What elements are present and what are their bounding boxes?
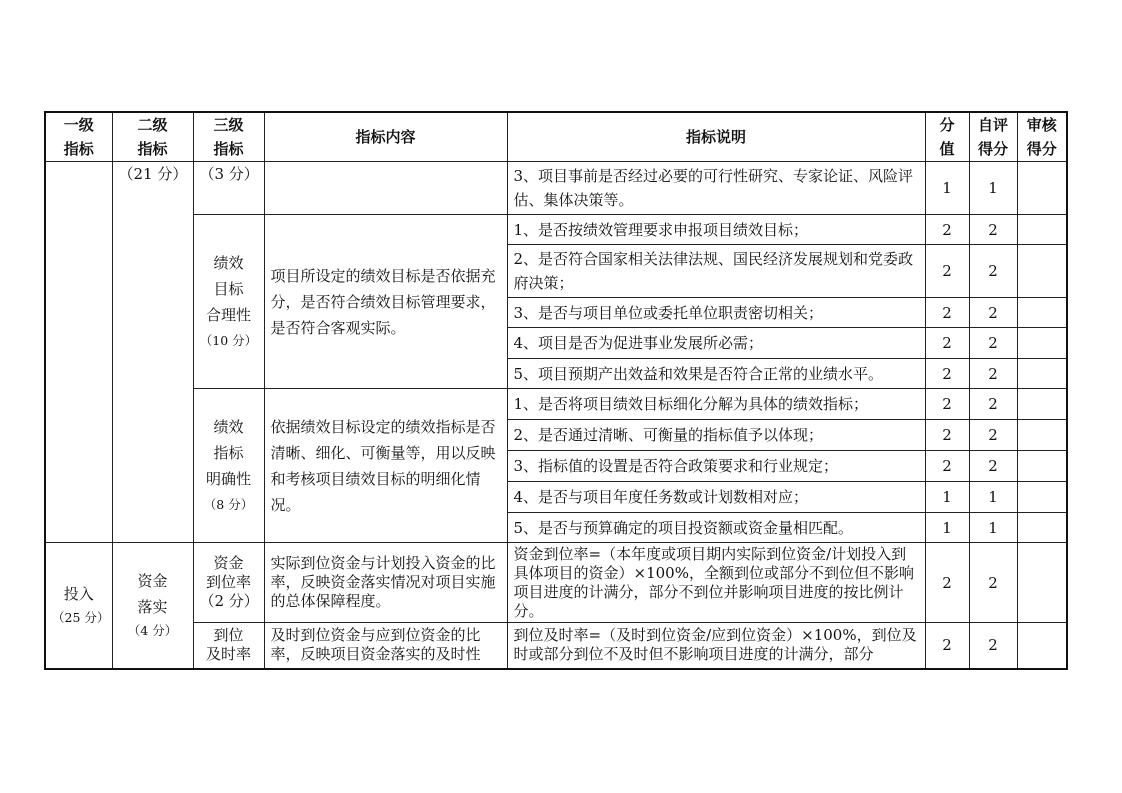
header-row <box>45 112 1067 162</box>
table-row <box>45 215 1067 245</box>
score-cell: 2 <box>925 359 969 389</box>
description-cell: 4、项目是否为促进事业发展所必需； <box>507 328 925 359</box>
review-score-cell <box>1017 298 1067 328</box>
header-review-score: 审核 得分 <box>1017 112 1067 162</box>
description-cell: 2、是否符合国家相关法律法规、国民经济发展规划和党委政府决策； <box>507 245 925 298</box>
description-cell: 5、项目预期产出效益和效果是否符合正常的业绩水平。 <box>507 359 925 389</box>
review-score-cell <box>1017 482 1067 513</box>
self-score-cell: 2 <box>969 451 1017 482</box>
self-score-cell: 1 <box>969 513 1017 543</box>
review-score-cell <box>1017 328 1067 359</box>
score-cell: 2 <box>925 328 969 359</box>
description-cell: 2、是否通过清晰、可衡量的指标值予以体现； <box>507 420 925 451</box>
level1-input: 投入 （25 分） <box>45 543 112 669</box>
table-row <box>45 623 1067 669</box>
level2-score: （21 分） <box>112 162 193 543</box>
self-score-cell: 1 <box>969 482 1017 513</box>
header-score: 分 值 <box>925 112 969 162</box>
self-score-cell: 2 <box>969 543 1017 623</box>
score-cell: 2 <box>925 623 969 669</box>
level1-cell-blank <box>45 162 112 543</box>
score-cell: 2 <box>925 389 969 420</box>
header-level3: 三级 指标 <box>193 112 264 162</box>
description-cell: 1、是否将项目绩效目标细化分解为具体的绩效指标； <box>507 389 925 420</box>
description-cell: 3、项目事前是否经过必要的可行性研究、专家论证、风险评估、集体决策等。 <box>507 162 925 215</box>
table-row <box>45 389 1067 420</box>
level3-funding-rate: 资金 到位率 （2 分） <box>193 543 264 623</box>
evaluation-table <box>44 111 1068 670</box>
review-score-cell <box>1017 420 1067 451</box>
description-cell: 3、指标值的设置是否符合政策要求和行业规定； <box>507 451 925 482</box>
self-score-cell: 2 <box>969 298 1017 328</box>
description-cell: 资金到位率=（本年度或项目期内实际到位资金/计划投入到具体项目的资金）×100%，全额到位或部分不到位但不影响项目进度的计满分，部分不到位并影响项目进度的按比例计分。 <box>507 543 925 623</box>
score-cell: 1 <box>925 162 969 215</box>
review-score-cell <box>1017 162 1067 215</box>
self-score-cell: 2 <box>969 420 1017 451</box>
self-score-cell: 1 <box>969 162 1017 215</box>
score-cell: 2 <box>925 543 969 623</box>
score-cell: 1 <box>925 513 969 543</box>
score-cell: 2 <box>925 245 969 298</box>
level3-goal-rationality: 绩效 目标 合理性 （10 分） <box>193 215 264 389</box>
level3-timeliness: 到位 及时率 <box>193 623 264 669</box>
review-score-cell <box>1017 451 1067 482</box>
content-goal-rationality: 项目所设定的绩效目标是否依据充分，是否符合绩效目标管理要求，是否符合客观实际。 <box>264 215 507 389</box>
description-cell: 3、是否与项目单位或委托单位职责密切相关； <box>507 298 925 328</box>
review-score-cell <box>1017 543 1067 623</box>
description-cell: 5、是否与预算确定的项目投资额或资金量相匹配。 <box>507 513 925 543</box>
content-funding-rate: 实际到位资金与计划投入资金的比率，反映资金落实情况对项目实施的总体保障程度。 <box>264 543 507 623</box>
review-score-cell <box>1017 215 1067 245</box>
score-cell: 2 <box>925 215 969 245</box>
content-timeliness: 及时到位资金与应到位资金的比率，反映项目资金落实的及时性 <box>264 623 507 669</box>
description-cell: 4、是否与项目年度任务数或计划数相对应； <box>507 482 925 513</box>
level2-funding: 资金 落实 （4 分） <box>112 543 193 669</box>
score-cell: 2 <box>925 420 969 451</box>
header-level1: 一级 指标 <box>45 112 112 162</box>
content-indicator-clarity: 依据绩效目标设定的绩效指标是否清晰、细化、可衡量等，用以反映和考核项目绩效目标的明细化情况。 <box>264 389 507 543</box>
review-score-cell <box>1017 359 1067 389</box>
level3-score: （3 分） <box>193 162 264 215</box>
level3-indicator-clarity: 绩效 指标 明确性 （8 分） <box>193 389 264 543</box>
score-cell: 1 <box>925 482 969 513</box>
header-description: 指标说明 <box>507 112 925 162</box>
review-score-cell <box>1017 513 1067 543</box>
header-level2: 二级 指标 <box>112 112 193 162</box>
score-cell: 2 <box>925 451 969 482</box>
review-score-cell <box>1017 623 1067 669</box>
self-score-cell: 2 <box>969 623 1017 669</box>
description-cell: 到位及时率=（及时到位资金/应到位资金）×100%，到位及时或部分到位不及时但不影响项目进度的计满分，部分 <box>507 623 925 669</box>
description-cell: 1、是否按绩效管理要求申报项目绩效目标； <box>507 215 925 245</box>
self-score-cell: 2 <box>969 389 1017 420</box>
review-score-cell <box>1017 389 1067 420</box>
table-row <box>45 162 1067 215</box>
header-content: 指标内容 <box>264 112 507 162</box>
header-self-score: 自评 得分 <box>969 112 1017 162</box>
content-cell-blank <box>264 162 507 215</box>
self-score-cell: 2 <box>969 328 1017 359</box>
score-cell: 2 <box>925 298 969 328</box>
self-score-cell: 2 <box>969 215 1017 245</box>
review-score-cell <box>1017 245 1067 298</box>
self-score-cell: 2 <box>969 245 1017 298</box>
table-row <box>45 543 1067 623</box>
self-score-cell: 2 <box>969 359 1017 389</box>
